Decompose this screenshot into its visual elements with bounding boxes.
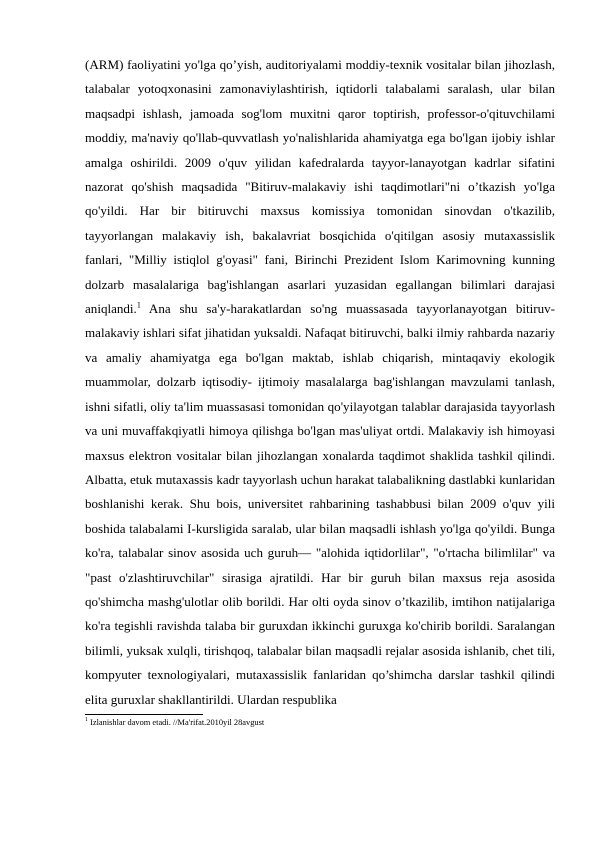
- paragraph-text-part-2: Ana shu sa'y-harakatlardan so'ng muassasada tayyorlanayotgan bitiruv-malakaviy ishlari sifat jihatidan yuksaldi. Nafaqat bitiruvchi, balki ilmiy rahbarda nazariy va amaliy ahamiyatga ega bo'lgan maktab, ishlab chiqarish, mintaqaviy ekologik muammolar, dolzarb iqtisodiy- ijtimoiy masalalarga bag'ishlangan mavzulami tanlash, ishni sifatli, oliy ta'lim muassasasi tomonidan qo'yilayotgan talablar darajasida tayyorlash va uni muvaffakqiyatli himoya qilishga bo'lgan mas'uliyat ortdi. Malakaviy ish himoyasi maxsus elektron vositalar bilan jihozlangan xonalarda taqdimot shaklida tashkil qilindi. Albatta, etuk mutaxassis kadr tayyorlash uchun harakat talabalikning dastlabki kunlaridan boshlanishi kerak. Shu bois, universitet rahbarining tashabbusi bilan 2009 o'quv yili boshida talabalami I-kursligida saralab, ular bilan maqsadli ishlash yo'lga qo'yildi. Bunga ko'ra, talabalar sinov asosida uch guruh— "alohida iqtidorlilar", "o'rtacha bilimlilar" va "past o'zlashtiruvchilar" sirasiga ajratildi. Har bir guruh bilan maxsus reja asosida qo'shimcha mashg'ulotlar olib borildi. Har olti oyda sinov o’tkazilib, imtihon natijalariga ko'ra tegishli ravishda talaba bir guruxdan ikkinchi guruxga ko'chirib borildi. Saralangan bilimli, yuksak xulqli, tirishqoq, talabalar bilan maqsadli rejalar asosida ishlanib, chet tili, kompyuter texnologiyalari, mutaxassislik fanlaridan qo’shimcha darslar tashkil qilindi elita guruxlar shakllantirildi. Ulardan respublika: [85, 301, 555, 707]
- footnote-mark: 1: [85, 717, 88, 724]
- footnote: [85, 717, 555, 728]
- document-page: [85, 53, 555, 728]
- paragraph-text-part-1: (ARM) faoliyatini yo'lga qo’yish, auditoriyalami moddiy-texnik vositalar bilan jihozlash, talabalar yotoqxonasini zamonaviylashtirish, iqtidorli talabalami saralash, ular bilan maqsadpi ishlash, jamoada sog'lom muxitni qaror toptirish, professor-o'qituvchilami moddiy, ma'naviy qo'llab-quvvatlash yo'nalishlarida ahamiyatga ega bo'lgan ijobiy ishlar amalga oshirildi. 2009 o'quv yilidan kafedralarda tayyor-lanayotgan kadrlar sifatini nazorat qo'shish maqsadida "Bitiruv-malakaviy ishi taqdimotlari"ni o’tkazish yo'lga qo'yildi. Har bir bitiruvchi maxsus komissiya tomonidan sinovdan o'tkazilib, tayyorlangan malakaviy ish, bakalavriat bosqichida o'qitilgan asosiy mutaxassislik fanlari, "Milliy istiqlol g'oyasi" fani, Birinchi Prezident Islom Karimovning kunning dolzarb masalalariga bag'ishlangan asarlari yuzasidan egallangan bilimlari darajasi aniqlandi.: [85, 57, 555, 317]
- footnote-text: Izlanishlar davom etadi. //Ma'rifat.2010yil 28avgust: [88, 717, 265, 727]
- body-paragraph: [85, 53, 555, 712]
- footnote-separator: [85, 714, 203, 715]
- footnote-reference: 1: [136, 300, 141, 310]
